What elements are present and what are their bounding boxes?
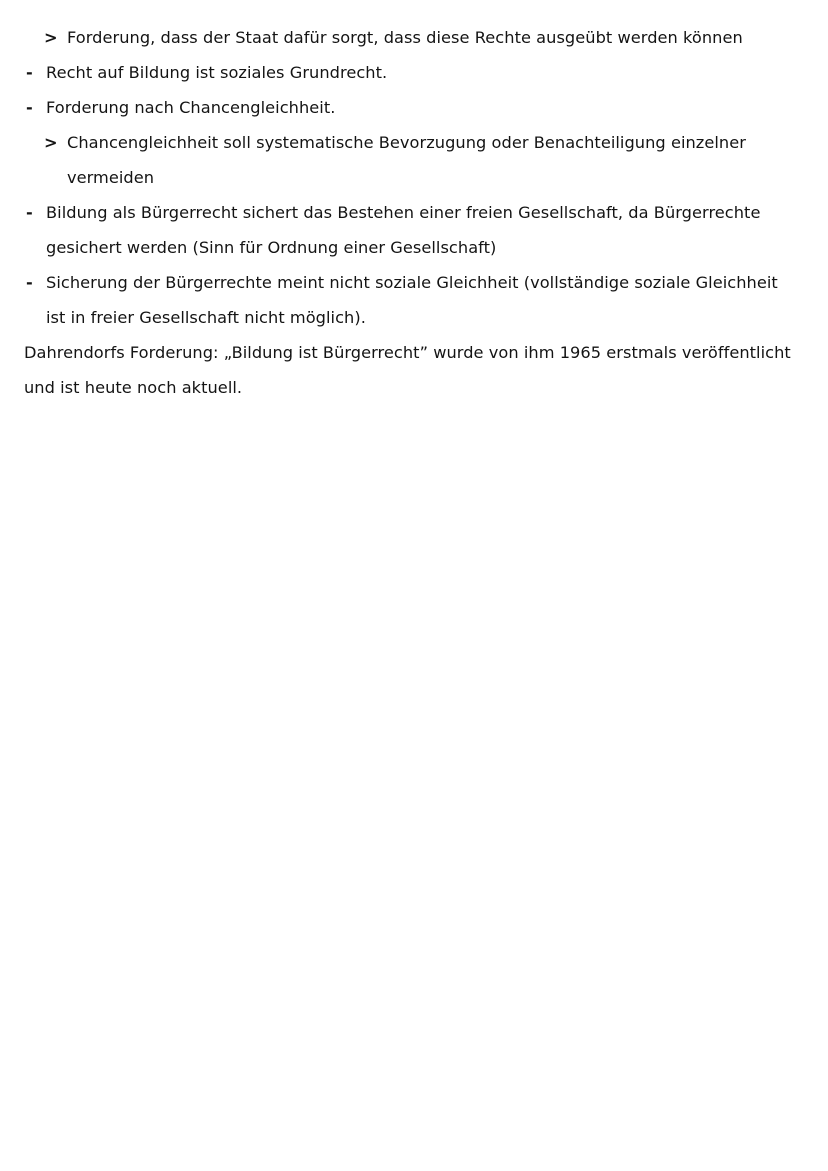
sub-bullet-text: Chancengleichheit soll systematische Bevorzugung oder Benachteiligung einzelner	[67, 133, 746, 152]
bullet-marker: -	[26, 273, 33, 292]
paragraph-text: Dahrendorfs Forderung: „Bildung ist Bürgerrecht” wurde von ihm 1965 erstmals veröffentlicht	[24, 343, 791, 362]
bullet-marker: -	[26, 63, 33, 82]
sub-bullet-text: Forderung, dass der Staat dafür sorgt, dass diese Rechte ausgeübt werden können	[67, 28, 743, 47]
bullet-text: Forderung nach Chancengleichheit.	[46, 98, 336, 117]
bullet-continuation: ist in freier Gesellschaft nicht möglich).	[46, 308, 366, 327]
bullet-text: Bildung als Bürgerrecht sichert das Bestehen einer freien Gesellschaft, da Bürgerrechte	[46, 203, 761, 222]
bullet-text: Recht auf Bildung ist soziales Grundrecht.	[46, 63, 388, 82]
sub-bullet-marker: >	[44, 28, 58, 47]
sub-bullet-continuation: vermeiden	[67, 168, 155, 187]
bullet-marker: -	[26, 98, 33, 117]
bullet-text: Sicherung der Bürgerrechte meint nicht soziale Gleichheit (vollständige soziale Gleichheit	[46, 273, 778, 292]
bullet-continuation: gesichert werden (Sinn für Ordnung einer Gesellschaft)	[46, 238, 497, 257]
sub-bullet-marker: >	[44, 133, 58, 152]
paragraph-text: und ist heute noch aktuell.	[24, 378, 243, 397]
bullet-marker: -	[26, 203, 33, 222]
